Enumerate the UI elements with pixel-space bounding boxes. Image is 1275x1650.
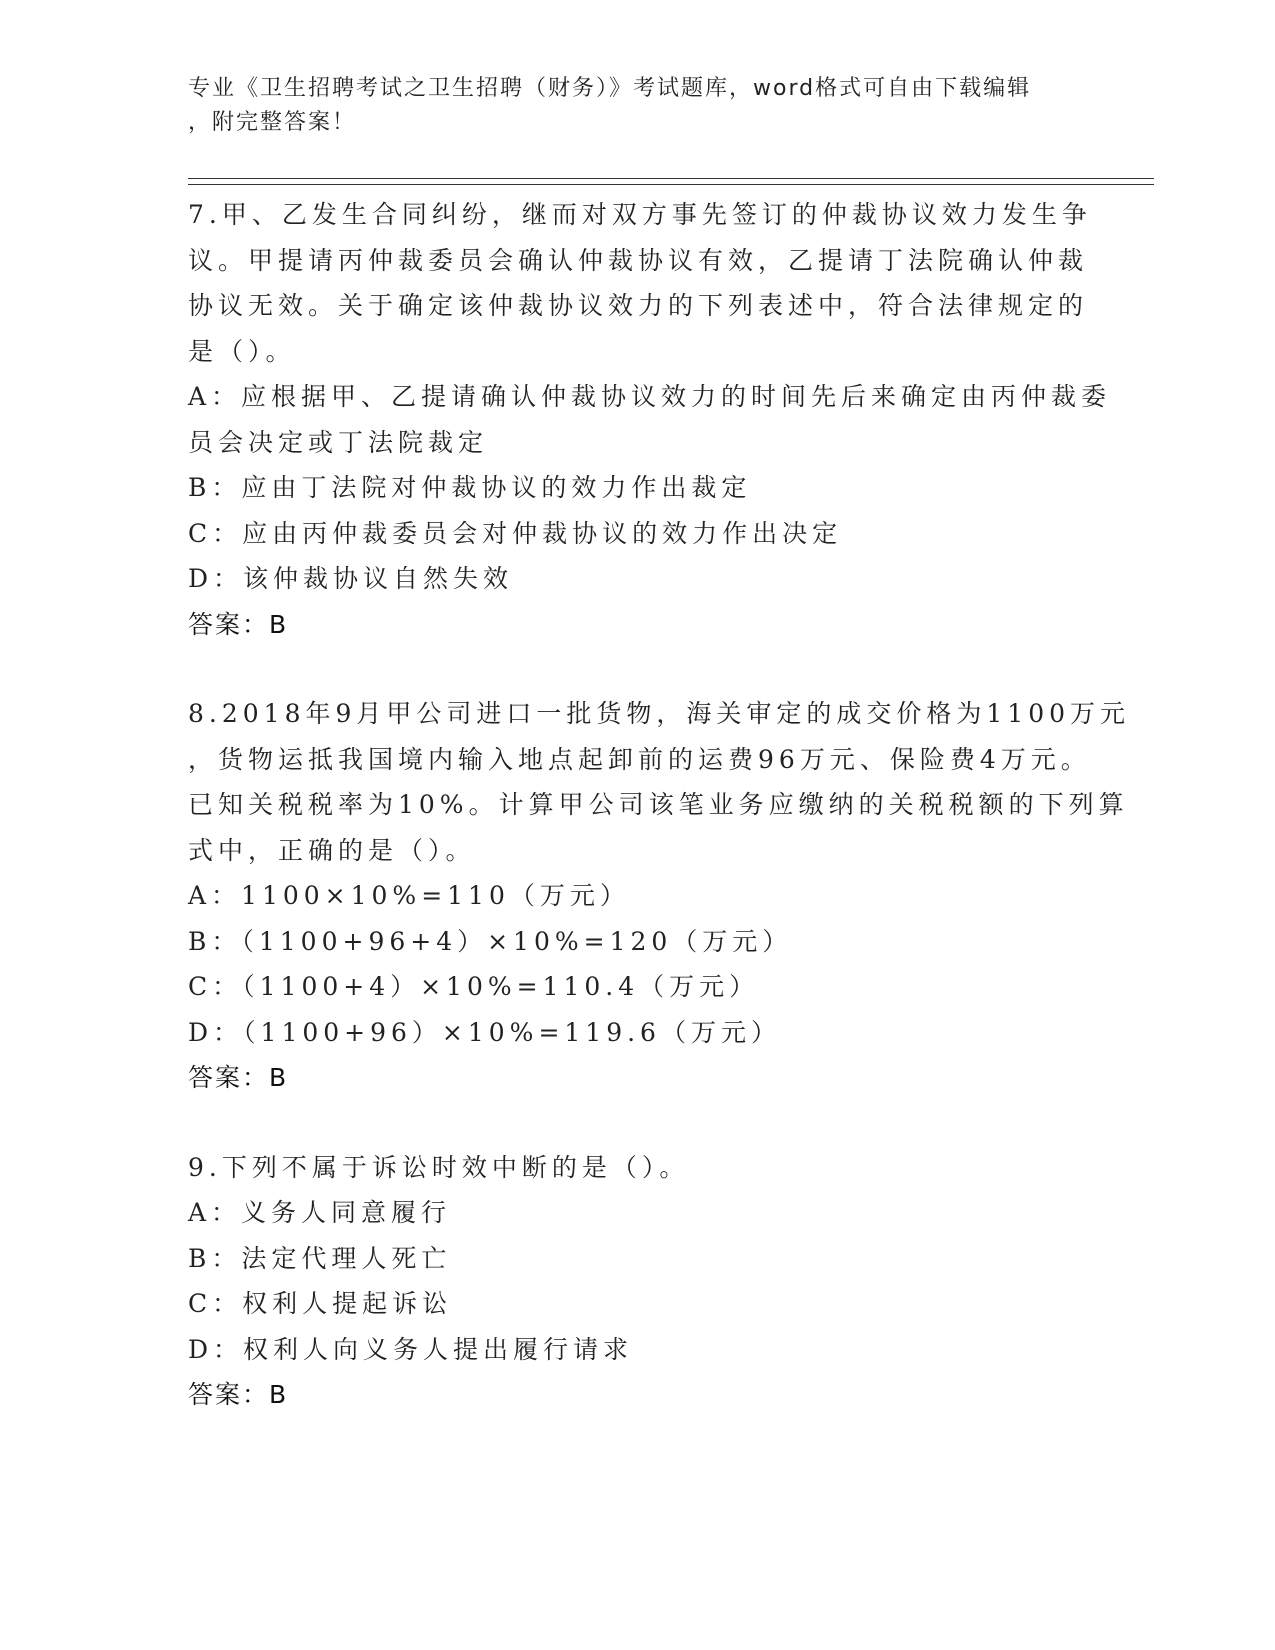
question-stem-line: 是（）。 bbox=[188, 336, 296, 366]
option-line: C：权利人提起诉讼 bbox=[188, 1289, 453, 1318]
question-7 bbox=[188, 192, 1112, 647]
question-list bbox=[188, 192, 1131, 1418]
answer-line: 答案：B bbox=[188, 1063, 289, 1092]
answer-line: 答案：B bbox=[188, 609, 289, 639]
option-line: A：义务人同意履行 bbox=[188, 1198, 452, 1227]
option-line: 员会决定或丁法院裁定 bbox=[188, 427, 489, 457]
question-stem-line: 7.甲、乙发生合同纠纷，继而对双方事先签订的仲裁协议效力发生争 bbox=[188, 200, 1092, 229]
option-line: A：1100×10%=110（万元） bbox=[188, 881, 630, 910]
option-line: D：权利人向义务人提出履行请求 bbox=[188, 1334, 634, 1364]
header-divider bbox=[188, 178, 1154, 179]
option-line: B：应由丁法院对仲裁协议的效力作出裁定 bbox=[188, 473, 752, 502]
question-stem-line: 协议无效。关于确定该仲裁协议效力的下列表述中，符合法律规定的 bbox=[188, 291, 1089, 320]
question-8 bbox=[188, 691, 1131, 1101]
option-line: B：法定代理人死亡 bbox=[188, 1243, 452, 1273]
document-header bbox=[188, 72, 1068, 140]
option-line: D：（1100+96）×10%=119.6（万元） bbox=[188, 1017, 781, 1047]
header-line: 专业《卫生招聘考试之卫生招聘（财务）》考试题库，word格式可自由下载编辑 bbox=[188, 76, 1032, 101]
question-stem-line: 议。甲提请丙仲裁委员会确认仲裁协议有效，乙提请丁法院确认仲裁 bbox=[188, 245, 1089, 275]
option-line: C：（1100+4）×10%=110.4（万元） bbox=[188, 972, 760, 1001]
question-9 bbox=[188, 1145, 1088, 1418]
header-divider bbox=[188, 184, 1154, 185]
question-stem-line: 9.下列不属于诉讼时效中断的是（）。 bbox=[188, 1152, 690, 1182]
option-line: C：应由丙仲裁委员会对仲裁协议的效力作出决定 bbox=[188, 518, 843, 548]
header-line: ，附完整答案！ bbox=[188, 110, 357, 135]
option-line: A：应根据甲、乙提请确认仲裁协议效力的时间先后来确定由丙仲裁委 bbox=[188, 382, 1112, 411]
question-stem-line: 式中，正确的是（）。 bbox=[188, 835, 476, 865]
answer-line: 答案：B bbox=[188, 1380, 289, 1409]
question-stem-line: 8.2018年9月甲公司进口一批货物，海关审定的成交价格为1100万元 bbox=[188, 699, 1131, 728]
option-line: D：该仲裁协议自然失效 bbox=[188, 564, 514, 593]
option-line: B：（1100+96+4）×10%=120（万元） bbox=[188, 926, 793, 956]
question-stem-line: ，货物运抵我国境内输入地点起卸前的运费96万元、保险费4万元。 bbox=[188, 744, 1091, 774]
question-stem-line: 已知关税税率为10%。计算甲公司该笔业务应缴纳的关税税额的下列算 bbox=[188, 790, 1129, 819]
